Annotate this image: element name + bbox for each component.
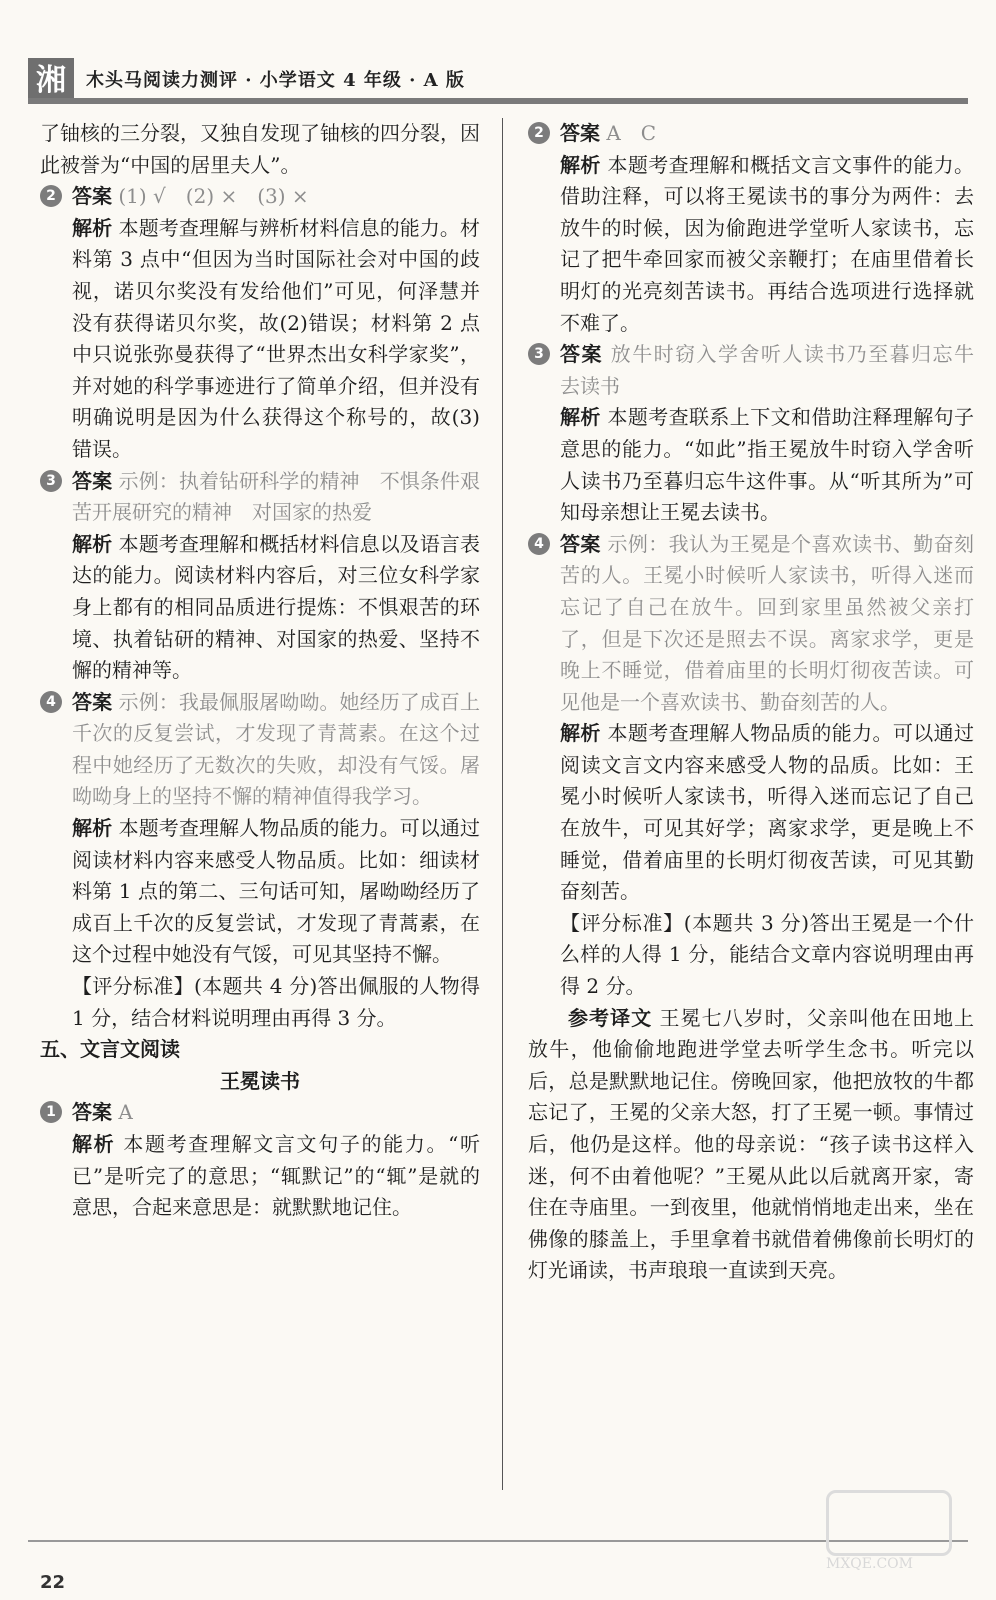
question-number: 2 — [528, 122, 550, 144]
watermark-logo-icon — [826, 1490, 952, 1556]
question-number: 2 — [40, 185, 62, 207]
question-3 — [40, 466, 480, 687]
continued-text: 了铀核的三分裂，又独自发现了铀核的四分裂，因此被誉为“中国的居里夫人”。 — [40, 121, 480, 177]
analysis-text: 本题考查理解人物品质的能力。可以通过阅读文言文内容来感受人物的品质。比如：王冕小时候听人家读书，听得入迷而忘记了自己在放牛，可见其好学；离家求学，更是晚上不睡觉，借着庙里的长明灯彻夜苦读，可见其勤奋刻苦。 — [560, 721, 975, 904]
translation-text: 王冕七八岁时，父亲叫他在田地上放牛，他偷偷地跑进学堂去听学生念书。听完以后，总是默默地记住。傍晚回家，他把放牧的牛都忘记了，王冕的父亲大怒，打了王冕一顿。事情过后，他仍是这样。他的母亲说：“孩子读书这样入迷，何不由着他呢？”王冕从此以后就离开家，寄住在寺庙里。一到夜里，他就悄悄地走出来，坐在佛像的膝盖上，手里拿着书就借着佛像前长明灯的灯光诵读，书声琅琅一直读到天亮。 — [528, 1005, 975, 1283]
answer-text: A — [118, 1100, 133, 1125]
watermark-text: MXQE.COM — [826, 1556, 913, 1572]
question-number: 3 — [528, 343, 550, 365]
answer-label: 答案 — [560, 531, 601, 556]
analysis-text: 本题考查理解人物品质的能力。可以通过阅读材料内容来感受人物品质。比如：细读材料第 1 点的第二、三句话可知，屠呦呦经历了成百上千次的反复尝试，才发现了青蒿素，在这个过程中她没有气馁，可见其坚持不懈。 — [72, 816, 481, 967]
question-4 — [40, 687, 480, 1035]
question-2 — [40, 181, 480, 465]
answer-text: 示例：我认为王冕是个喜欢读书、勤奋刻苦的人。王冕小时候听人家读书，听得入迷而忘记了自己在放牛。回到家里虽然被父亲打了，但是下次还是照去不误。离家求学，更是晚上不睡觉，借着庙里的长明灯彻夜苦读。可见他是一个喜欢读书、勤奋刻苦的人。 — [560, 531, 975, 714]
analysis-label: 解析 — [560, 721, 601, 746]
analysis-text: 本题考查联系上下文和借助注释理解句子意思的能力。“如此”指王冕放牛时窃入学舍听人读书乃至暮归忘牛这件事。从“听其所为”可知母亲想让王冕去读书。 — [560, 405, 975, 525]
analysis-label: 解析 — [560, 405, 601, 430]
answer-text: 示例：我最佩服屠呦呦。她经历了成百上千次的反复尝试，才发现了青蒿素。在这个过程中她经历了无数次的失败，却没有气馁。屠呦呦身上的坚持不懈的精神值得我学习。 — [72, 689, 481, 809]
scoring-criteria: 【评分标准】(本题共 3 分)答出王冕是一个什么样的人得 1 分，能结合文章内容说明理由再得 2 分。 — [560, 910, 974, 999]
book-title: 木头马阅读力测评 · 小学语文 4 年级 · A 版 — [86, 70, 465, 91]
answer-text: 放牛时窃入学舍听人读书乃至暮归忘牛 去读书 — [560, 342, 995, 398]
question-number: 1 — [40, 1101, 62, 1123]
right-column — [528, 118, 995, 1287]
analysis-label: 解析 — [72, 1132, 116, 1156]
answer-label: 答案 — [72, 689, 113, 714]
region-badge: 湘 — [28, 58, 74, 104]
watermark — [766, 1490, 966, 1580]
analysis-label: 解析 — [72, 531, 113, 556]
question-number: 4 — [40, 691, 62, 713]
analysis-label: 解析 — [72, 215, 113, 240]
answer-text: (1) √ (2) × (3) × — [118, 184, 309, 209]
question-2 — [528, 118, 974, 339]
analysis-text: 本题考查理解和概括文言文事件的能力。借助注释，可以将王冕读书的事分为两件：去放牛的时候，因为偷跑进学堂听人家读书，忘记了把牛牵回家而被父亲鞭打；在庙里借着长明灯的光亮刻苦读书。再结合选项进行选择就不难了。 — [560, 152, 975, 335]
section-heading: 五、文言文阅读 — [40, 1037, 180, 1062]
question-1 — [40, 1097, 480, 1223]
answer-label: 答案 — [72, 1100, 112, 1125]
page-number: 22 — [40, 1572, 66, 1593]
answer-label: 答案 — [72, 468, 113, 493]
column-divider — [502, 118, 503, 1490]
page-header — [28, 58, 968, 104]
analysis-label: 解析 — [560, 152, 601, 177]
passage-title: 王冕读书 — [220, 1068, 300, 1093]
question-number: 4 — [528, 533, 550, 555]
question-3 — [528, 339, 995, 529]
analysis-text: 本题考查理解与辨析材料信息的能力。材料第 3 点中“但因为当时国际社会对中国的歧视，诺贝尔奖没有发给他们”可见，何泽慧并没有获得诺贝尔奖，故(2)错误；材料第 2 点中只说张弥曼获得了“世界杰出女科学家奖”，并对她的科学事迹进行了简单介绍，但并没有明确说明是因为什么获得这个称号的，故(3)错误。 — [72, 215, 481, 461]
analysis-text: 本题考查理解文言文句子的能力。“听已”是听完了的意思；“辄默记”的“辄”是就的意思，合起来意思是：就默默地记住。 — [72, 1132, 480, 1220]
question-4 — [528, 529, 974, 1003]
answer-text: 示例：执着钻研科学的精神 不惧条件艰苦开展研究的精神 对国家的热爱 — [72, 468, 481, 525]
scoring-criteria: 【评分标准】(本题共 4 分)答出佩服的人物得 1 分，结合材料说明理由再得 3 分。 — [72, 974, 480, 1030]
answer-label: 答案 — [72, 184, 112, 209]
answer-label: 答案 — [560, 121, 600, 145]
analysis-text: 本题考查理解和概括材料信息以及语言表达的能力。阅读材料内容后，对三位女科学家身上都有的相同品质进行提炼：不惧艰苦的环境、执着钻研的精神、对国家的热爱、坚持不懈的精神等。 — [72, 531, 481, 683]
answer-label: 答案 — [560, 342, 603, 367]
question-number: 3 — [40, 470, 62, 492]
answer-text: A C — [606, 121, 657, 145]
analysis-label: 解析 — [72, 816, 113, 841]
header-rule — [28, 98, 968, 104]
translation-label: 参考译文 — [568, 1005, 653, 1030]
left-column — [40, 118, 480, 1224]
